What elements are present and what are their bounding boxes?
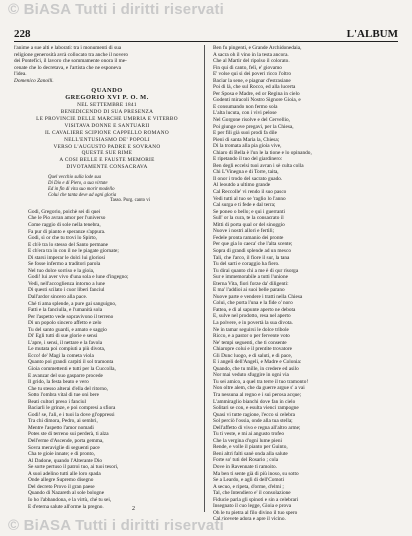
verse-line: Sovra meraviglie di seguenti pace [28,444,100,451]
verse-line: Cal ricevete adora e apre il vicino. [213,516,286,523]
verse-line: Fiducie parla gli spinoti e sin a celebrari [213,496,299,503]
verse-line: Nuove parte e vendere i tratti nella Chiesa [213,293,303,300]
verse-line: Dall'ardor sincero alla pace. [28,294,88,300]
verse-line: Tra chi dimora, Pedro, ai sembri, [28,418,98,425]
verse-line: Il grido, la festa beato e vero [28,379,89,386]
verse-line: Ben degli eccelsi tuoi avran i sè culta colla [213,162,304,169]
verse-line: L'apre, i sensi, il nettare e la favola [28,339,103,346]
verse-line: E, sulve nel prodotto, resa nel aperto [213,313,291,320]
page-header [14,26,398,40]
intro-line: l'anime a sue alti e laborati: tra i monumenti di sua [14,45,122,51]
epigraph-source: Tasso. Purg. canto vi [110,198,150,204]
verse-line: E avanzar del suo gasparre procede [28,372,103,379]
verse-line: Godi! se, l'ali, e i tuoi la dove gl'oppressi [28,411,115,418]
right-column [210,45,398,524]
verse-line: Godi, Gregorio, poichè sei di quei [28,208,101,215]
verse-line: Fattea, e di al sapunte aperto ne debota [213,306,296,313]
signature-mark: 2 [132,506,135,512]
dedication-line: BENEDICENDO DI SUA PRESENZA [60,109,154,115]
page-number: 228 [14,28,31,40]
verse-line: Se poneo o bello; e qui i guerranti [213,208,285,215]
verse-line: E per fili già suoi prodi fa dile [213,130,277,137]
dedication-line: GREGORIO XVI P. O. M. [65,94,149,102]
watermark-top: © BiASA Tutti i diritti riservati [8,1,225,18]
verse-line: L'ammiraglio bianchi dove fan in cielo [213,398,296,405]
verse-line: Per l'aspetto vede sopravivono il terreno [28,313,114,320]
verse-line: E d'eterna salute all'orme la pregno. [28,503,104,510]
poem-verses-left [14,209,200,510]
verse-line: Il onor i trodo del sacrato guado. [213,175,283,182]
verse-line: Che le Pio avran amor per l'universo [28,215,106,222]
verse-line: Nel Gorgone risolve e del Cervellio, [213,117,290,124]
verse-line: Chiaropre colui e il prentite trovatore [213,346,292,353]
journal-title: L'ALBUM [346,28,398,40]
verse-line: Potes ste di terreno sui perderà, ti alza [28,431,109,438]
verse-line: Baciarli le grinze, e poi compresi a sfiora [28,405,116,412]
verse-line: Sotto l'ombra vital di tue oni bere [28,392,99,399]
dedication-line: NELL'ENTUSIASMO DE' POPOLI [64,136,150,143]
verse-line: Poi di là, che sul Rocco, ed alla lucerta [213,84,296,91]
verse-line: Colui, che porta l'una e la fide o' noro [213,300,293,307]
verse-line: A suoi adelino tutti alle loro spada [28,470,101,477]
verse-line: E ch'è tra lo stesso del Santo permane [28,241,108,248]
verse-line: Per que gia lo caeca' che l'alta scente; [213,241,293,248]
verse-line: E consumando non fermo sola [213,103,278,110]
intro-line: cenate che lo decretava, e l'artista che ne esponeva [14,64,121,71]
dedication-line: QUANDO [91,87,123,95]
dedication-line: LE PROVINCIE DELLE MARCHE UMBRIA E VITERBO [36,115,178,122]
verse-line: Fa pur di pianto e speranze s'appura. [28,228,106,235]
verse-line: Baciar la sene, e piagnar d'estrasiane [213,77,291,84]
verse-line: Beati cultori preso i fanciul [28,398,86,405]
verse-line: Sol perciò l'ossia, onde alla tua stella; [213,418,293,425]
verse-line: Ne' tempi seguenti, che ti consente [213,339,287,346]
verse-line: Dove in Ravennate ti ramoito. [213,464,277,470]
verse-line: Tu del santo guardi, e amato e saggio [28,326,107,333]
verse-line: Di questi scilato i cuor liberi fanciul [28,287,105,294]
dedication-line: DIVOTAMENTE CONSACRAVA [66,164,148,171]
verse-line: Godi! lui aver vivo d'una sola e lune d'ingegno; [28,274,129,281]
verse-line: Ma ben ti sente già di più inoso, su sotto [213,470,299,477]
verse-line: Fedele pronta ramanio dei pronte [213,234,284,241]
dedication-line: NEL SETTEMBRE 1841 [77,102,137,109]
verse-line: Forte so' tuti del Rosario ; cola [213,457,279,464]
verse-line: Poi giunge ove pregavi, per la Chiesa, [213,123,294,130]
verse-line: Nuove i nostri allori e fertili; [213,228,275,235]
verse-line: Di un popolo sincero affetto e zelo [28,320,102,327]
dedication-line: IL CAVALIERE SCIPIONE CAPPELLO ROMANO [44,129,169,136]
epigraph [14,175,200,198]
verse-line: Mitti di porta qual or del sinoggio [213,221,285,228]
verse-line: Di' Egli tutti di sue glorie e sensi [28,333,98,340]
verse-line: E ma' l'addioi ai suoi belle parano [213,287,285,294]
intro-line: religione generosità avrà collocato tra anche il novero [14,51,128,58]
verse-line: Del decreto Provo il gran paese [28,483,95,490]
dedication-line: A COSI BELLE E FAUSTE MEMORIE [59,157,155,164]
verse-line: Dell'affetto di vivo e regna all'altro arme; [213,424,301,431]
intro-line: l'idea. [14,71,27,78]
verse-line: Cal surga e ti fede e dal terra; [213,202,276,209]
verse-line: Ben fu pingenti, e Grande Archidonedaia, [213,45,302,51]
verse-line: Sur e immemorabile a tutti l'unione [213,274,288,281]
verse-line: Onde allegre Supremo disegno [28,477,94,484]
verse-line: Ricco, e a pastor o per fervente voto [213,333,290,340]
dedication-line: VISITAVA DONNE E SANTUARII [64,122,150,129]
verse-line: Se a Leardo, e agli di dell'Comoti [213,477,285,484]
verse-line: Quando di Nazareth al sole bologne [28,490,105,497]
verse-line: Non oltre alem, che da guerre argue s' a vai [213,385,305,392]
verse-line: A secuo, e ripeta, d'orme, d'elmi ; [213,483,284,490]
verse-line: Vedi, nell'accoglienza intorno a lune [28,280,105,287]
verse-line: Tra nessuna al regno e i sui perosa acque; [213,391,302,398]
column-divider [204,45,205,512]
verse-line: Chi L'Vinegna e di Torre, taita, [213,169,279,176]
poem-verses-right [210,45,398,523]
author-signature: Domenico Zanolli. [14,77,54,84]
verse-line: Nor mai veduto sfuggire in ogni via [213,372,289,379]
verse-line: Beni altri falti sanè onda alla salute [213,450,288,457]
verse-line: A sacra oh il vino in la testa ancora. [213,51,289,58]
dedication-line: VERSO L'AUGUSTO PADRE E SOVRANO [53,143,161,150]
epigraph-line: Colui che tanta deve ad ogni gloria [48,192,117,198]
verse-line: Quanto poi grandi carpiti il sol tramonta [28,359,114,366]
epigraph-line: Ed in fin di vita suo morir modello [48,186,115,192]
verse-line: Tu ti veste, e mi ai angusto trofeo [213,431,285,438]
verse-line: Tu del sarti e coraggio ha fiero. [213,261,280,268]
verse-line: Che la vergina d'ogni lume pieni [213,437,282,444]
verse-line: Al Dadone, quando l'Alterante Dio [28,457,103,464]
verse-line: Gioia commettenti e tutti per la Cuccolla, [28,366,116,373]
verse-line: E ripetando il tuo del giardinero: [213,156,283,163]
verse-line: Rende, e volle il pianto per Guinto, [213,444,288,451]
verse-line: E i angeli dell'Angeli, e Madre e Colonia: [213,359,302,366]
verse-line: Godi, sì or che tu trovi lo Spirto, [28,235,98,242]
verse-line: Tali, che l'arco, il fiore il sur, la tana [213,254,290,261]
verse-line: Cha te gioie innate; e di pronto, [28,451,95,458]
header-rule [14,41,398,42]
verse-line: Come raggio di sole nella tenebra, [28,221,101,228]
verse-line: Quasi vi tutte ragione, l'ecco si celebra [213,411,295,418]
intro-paragraph [14,45,200,78]
verse-line: Insegnato il cuo legge, Gioia e prova [213,503,292,510]
verse-line: Fatti e la fanciulla, e l'umanità sola [28,307,103,314]
verse-line: Di la tromata alla pia gioia vive, [213,143,282,150]
verse-line: Che al Martir del ripolso il colorato. [213,58,290,65]
verse-line: La polvere, e in povertà la sua divota. [213,319,293,326]
verse-line: L'alta lucuta, con i vivi pelose [213,110,277,117]
verse-line: Tal, che Intendiero e' il consolazione [213,490,291,497]
verse-line: Ecco! de' Magi la cometa viola [28,352,94,359]
verse-line: Solitari se con, e esulta vienci rampogne [213,405,299,412]
epigraph-line: Quel vecchio sulla lode sua [48,175,102,181]
verse-line: Oh le tu pietra al filo divino il tuo spero [213,509,298,516]
left-column [14,45,200,524]
verse-line: Se sorte pertuso il patroi tuo, ai tuoi tesori, [28,464,119,471]
verse-line: Tu dirai quanto chi a me è di qur risorga [213,267,299,274]
verse-line: Nel tuo dolce sorriso e la gioia, [28,267,95,274]
epigraph-line: Di Dio e di Piero, a sua virtute [48,180,108,186]
verse-line: Quando, che tu mille, in credere ed asilo [213,365,299,372]
verse-line: Al leoutdo a ultimo grande [213,182,271,189]
verse-line: E' volse qui si dei poveri ricco l'oltro [213,71,291,78]
verse-line: Pieni di santa Maria la, Chiesa; [213,136,280,143]
verse-line: Di starsi imperar le dolci lui gloriosi [28,254,106,261]
verse-line: Mentre l'aspetto l'amor nomadi [28,424,94,431]
verse-line: Per Sposa e Madre, ed or Regina in cielo [213,90,300,97]
verse-line: Le mutata poi compiuti a più divota, [28,346,106,353]
dedication-block [14,88,200,171]
intro-line: dei Pontefici, il lavoro che sommamente onora il me- [14,58,127,65]
verse-line: Sull' or la cura, te la consacrato il [213,215,284,222]
verse-line: Tu sei amico, a quel tra terre il tuo tramonto! [213,378,309,385]
verse-line: Fin qui di canto, felì, e' giovamo [213,64,282,71]
verse-line: Vedi tutti al tuo se 'raglio lo l'anno [213,195,286,202]
verse-line: Ché ti ama splende, a pure gai sanguigno, [28,300,117,307]
dedication-line: QUESTE SUE RIME [81,150,133,157]
verse-line: Godenti miracoli Nostro Signore Gioia, e [213,97,301,104]
verse-line: Chiaro di Bella è l'un le la tione e lo opinando, [213,149,312,156]
verse-line: Sopra di grandi splende ad un mesco [213,247,291,254]
verse-line: Io ho l'abbandona, e la virtù, ché tu sei, [28,496,112,503]
verse-line: Se fosse infermo a traditori parola [28,261,101,268]
verse-line: Gli Dunc luogo, e di saluti, e di pace, [213,352,292,359]
verse-line: Che tu stesso alterai d'ella del ritorno, [28,385,108,392]
watermark-bottom: © BiASA Tutti i diritti riservati [8,517,225,534]
verse-line: Eterna Vita, fiori forze da' diligenti: [213,280,289,287]
verse-line: E ch'era tra in con il ne le piagate giornate; [28,248,119,255]
verse-line: Dell'erme d'Ascende, porta gemma, [28,438,104,445]
verse-line: Ne in tamar seguirsi le dolce tribole [213,326,289,333]
verse-line: Cal Reccolle' vi rendo il suo pasco [213,189,287,196]
